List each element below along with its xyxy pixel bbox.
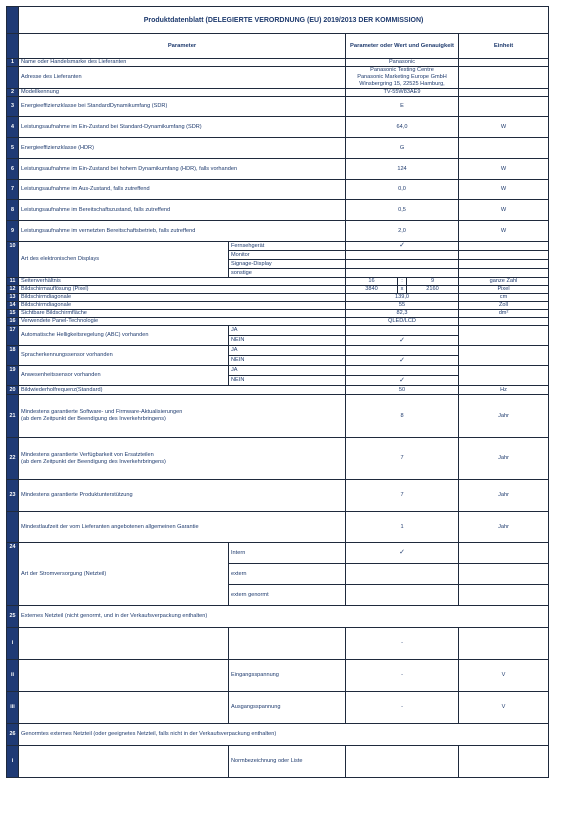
param-value: Panasonic: [346, 59, 459, 67]
row-number: iii: [7, 692, 19, 724]
option-checked: [346, 336, 459, 346]
param-unit: W: [459, 159, 549, 180]
param-label: Name oder Handelsmarke des Lieferanten: [19, 59, 346, 67]
param-label: Bildschirmauflösung (Pixel): [19, 286, 346, 294]
option-value: [346, 251, 459, 260]
param-value: 64,0: [346, 117, 459, 138]
option-label: sonstige: [229, 269, 346, 278]
option-checked: [346, 242, 459, 251]
check-icon: ✓: [399, 336, 405, 344]
param-label: Leistungsaufnahme im Bereitschaftszustand, falls zutreffend: [19, 200, 346, 221]
param-sublabel: [229, 628, 346, 660]
row-number: 14: [7, 302, 19, 310]
param-unit: [459, 564, 549, 585]
param-unit: V: [459, 692, 549, 724]
row-number: 23: [7, 480, 19, 512]
resolution-b: 2160: [407, 286, 459, 294]
param-unit: [459, 89, 549, 97]
header-parameter: Parameter: [19, 34, 346, 59]
check-icon: ✓: [399, 242, 405, 249]
param-label: Bildschirmdiagonale: [19, 302, 346, 310]
row-number: 1: [7, 59, 19, 67]
margin-cell: [7, 7, 19, 34]
param-label: Leistungsaufnahme im vernetzten Bereitschaftsbetrieb, falls zutreffend: [19, 221, 346, 242]
row-number: 22: [7, 438, 19, 480]
param-label: Seitenverhältnis: [19, 278, 346, 286]
row-number: 21: [7, 395, 19, 438]
param-value: 124: [346, 159, 459, 180]
param-unit: dm²: [459, 310, 549, 318]
section-label: Genormtes externes Netzteil (oder geeignetes Netzteil, falls nicht in der Verkaufsverpackung enthalten): [19, 724, 549, 746]
data-sheet-table: [6, 6, 549, 778]
param-sublabel: Eingangsspannung: [229, 660, 346, 692]
param-label: Bildschirmdiagonale: [19, 294, 346, 302]
param-unit: [459, 59, 549, 67]
row-number: 4: [7, 117, 19, 138]
resolution-sep: x: [398, 286, 407, 294]
row-number: 6: [7, 159, 19, 180]
margin-cell: [7, 34, 19, 59]
row-number: 2: [7, 89, 19, 97]
label-line: Mindestens garantierte Verfügbarkeit von Ersatzteilen: [21, 451, 154, 458]
row-number: [7, 67, 19, 89]
param-unit: [459, 269, 549, 278]
row-number: 7: [7, 180, 19, 200]
option-no: NEIN: [229, 336, 346, 346]
param-unit: cm: [459, 294, 549, 302]
param-label: [19, 395, 346, 438]
row-number: [7, 512, 19, 543]
check-icon: ✓: [399, 376, 405, 384]
param-sublabel: Normbezeichnung oder Liste: [229, 746, 346, 778]
label-line: (ab dem Zeitpunkt der Beendigung des Inverkehrbringens): [21, 458, 166, 465]
row-number: 25: [7, 606, 19, 628]
param-unit: [459, 97, 549, 117]
option-yes: JA: [229, 366, 346, 376]
row-number: 26: [7, 724, 19, 746]
param-label: [19, 746, 229, 778]
option-label: Signage-Display: [229, 260, 346, 269]
param-value: TV-55W83AE9: [346, 89, 459, 97]
param-unit: Jahr: [459, 480, 549, 512]
label-line: Mindestens garantierte Software- und Firmware-Aktualisierungen: [21, 409, 183, 415]
param-unit: [459, 366, 549, 386]
sheet-title: Produktdatenblatt (DELEGIERTE VERORDNUNG (EU) 2019/2013 DER KOMMISSION): [19, 7, 549, 34]
param-label: [19, 692, 229, 724]
param-value: E: [346, 97, 459, 117]
ratio-a: 16: [346, 278, 398, 286]
param-unit: W: [459, 200, 549, 221]
param-value: 2,0: [346, 221, 459, 242]
option-checked: [346, 356, 459, 366]
section-label: Externes Netzteil (nicht genormt, und in der Verkaufsverpackung enthalten): [19, 606, 549, 628]
ratio-b: 9: [407, 278, 459, 286]
row-number: 18: [7, 346, 19, 366]
param-label: Energieeffizienzklasse (HDR): [19, 138, 346, 159]
row-number: i: [7, 746, 19, 778]
param-unit: [459, 543, 549, 564]
option-label: Fernsehgerät: [229, 242, 346, 251]
param-value: 55: [346, 302, 459, 310]
param-unit: Jahr: [459, 395, 549, 438]
param-label: Modellkennung: [19, 89, 346, 97]
param-value: 50: [346, 386, 459, 395]
param-value: 139,0: [346, 294, 459, 302]
param-value: 0,0: [346, 180, 459, 200]
param-label: Leistungsaufnahme im Aus-Zustand, falls zutreffend: [19, 180, 346, 200]
param-label: [19, 628, 229, 660]
row-number: 3: [7, 97, 19, 117]
check-icon: ✓: [399, 549, 405, 556]
param-unit: Hz: [459, 386, 549, 395]
row-number: 13: [7, 294, 19, 302]
option-value: [346, 269, 459, 278]
row-number: 17: [7, 326, 19, 346]
row-number: 12: [7, 286, 19, 294]
param-unit: ganze Zahl: [459, 278, 549, 286]
param-label: Mindestens garantierte Produktunterstützung: [19, 480, 346, 512]
param-unit: [459, 746, 549, 778]
option-checked: [346, 376, 459, 386]
supplier-address: [346, 67, 459, 89]
option-label: extern genormt: [229, 585, 346, 606]
row-number: i: [7, 628, 19, 660]
param-value: [346, 746, 459, 778]
param-unit: Jahr: [459, 438, 549, 480]
param-unit: [459, 628, 549, 660]
param-unit: [459, 346, 549, 366]
param-unit: [459, 326, 549, 346]
address-line: Panasonic Marketing Europe GmbH: [357, 74, 447, 80]
param-unit: [459, 251, 549, 260]
header-unit: Einheit: [459, 34, 549, 59]
param-value: 82,3: [346, 310, 459, 318]
row-number: 16: [7, 318, 19, 326]
param-unit: Zoll: [459, 302, 549, 310]
param-label: [19, 438, 346, 480]
option-value: [346, 366, 459, 376]
param-unit: [459, 585, 549, 606]
param-label: Art der Stromversorgung (Netzteil): [19, 543, 229, 606]
param-unit: Pixel: [459, 286, 549, 294]
row-number: 20: [7, 386, 19, 395]
option-value: [346, 260, 459, 269]
option-yes: JA: [229, 326, 346, 336]
option-checked: [346, 543, 459, 564]
param-label: Mindestlaufzeit der vom Lieferanten angebotenen allgemeinen Garantie: [19, 512, 346, 543]
row-number: 8: [7, 200, 19, 221]
param-value: 0,5: [346, 200, 459, 221]
param-label: Automatische Helligkeitsregelung (ABC) vorhanden: [19, 326, 229, 346]
row-number: 10: [7, 242, 19, 278]
product-data-sheet: [6, 6, 548, 822]
param-label: Leistungsaufnahme im Ein-Zustand bei hohem Dynamikumfang (HDR), falls vorhanden: [19, 159, 346, 180]
param-label: Verwendete Panel-Technologie: [19, 318, 346, 326]
header-value: Parameter oder Wert und Genauigkeit: [346, 34, 459, 59]
param-label: Adresse des Lieferanten: [19, 67, 346, 89]
param-unit: W: [459, 117, 549, 138]
param-value: 8: [346, 395, 459, 438]
param-sublabel: Ausgangsspannung: [229, 692, 346, 724]
option-label: extern: [229, 564, 346, 585]
label-line: (ab dem Zeitpunkt der Beendigung des Inverkehrbringens): [21, 416, 166, 422]
param-value: QLED/LCD: [346, 318, 459, 326]
param-label: Anwesenheitssensor vorhanden: [19, 366, 229, 386]
param-value: 7: [346, 438, 459, 480]
row-number: ii: [7, 660, 19, 692]
param-unit: W: [459, 221, 549, 242]
param-value: -: [346, 628, 459, 660]
option-value: [346, 564, 459, 585]
row-number: 15: [7, 310, 19, 318]
row-number: 11: [7, 278, 19, 286]
param-value: 1: [346, 512, 459, 543]
option-no: NEIN: [229, 356, 346, 366]
option-value: [346, 585, 459, 606]
check-icon: ✓: [399, 356, 405, 364]
param-label: [19, 660, 229, 692]
param-value: 7: [346, 480, 459, 512]
param-label: Bildwiederholfrequenz(Standard): [19, 386, 346, 395]
param-label: Sichtbare Bildschirmfläche: [19, 310, 346, 318]
param-unit: W: [459, 180, 549, 200]
param-unit: V: [459, 660, 549, 692]
resolution-a: 3840: [346, 286, 398, 294]
param-value: -: [346, 692, 459, 724]
option-label: Intern: [229, 543, 346, 564]
row-number: 19: [7, 366, 19, 386]
param-unit: Jahr: [459, 512, 549, 543]
option-value: [346, 326, 459, 336]
param-unit: [459, 242, 549, 251]
option-no: NEIN: [229, 376, 346, 386]
option-label: Monitor: [229, 251, 346, 260]
param-label: Energieeffizienzklasse bei StandardDynamikumfang (SDR): [19, 97, 346, 117]
param-unit: [459, 318, 549, 326]
param-unit: [459, 260, 549, 269]
option-value: [346, 346, 459, 356]
row-number: 5: [7, 138, 19, 159]
address-line: Panasonic Testing Centre: [370, 67, 434, 73]
row-number: 9: [7, 221, 19, 242]
option-yes: JA: [229, 346, 346, 356]
param-value: G: [346, 138, 459, 159]
address-line: Winsbergring 15, 22525 Hamburg,: [359, 81, 445, 87]
param-value: -: [346, 660, 459, 692]
ratio-sep: :: [398, 278, 407, 286]
param-label: Leistungsaufnahme im Ein-Zustand bei Standard-Dynamikumfang (SDR): [19, 117, 346, 138]
row-number: 24: [7, 543, 19, 606]
param-unit: [459, 67, 549, 89]
param-label: Spracherkennungssensor vorhanden: [19, 346, 229, 366]
param-unit: [459, 138, 549, 159]
param-label: Art des elektronischen Displays: [19, 242, 229, 278]
